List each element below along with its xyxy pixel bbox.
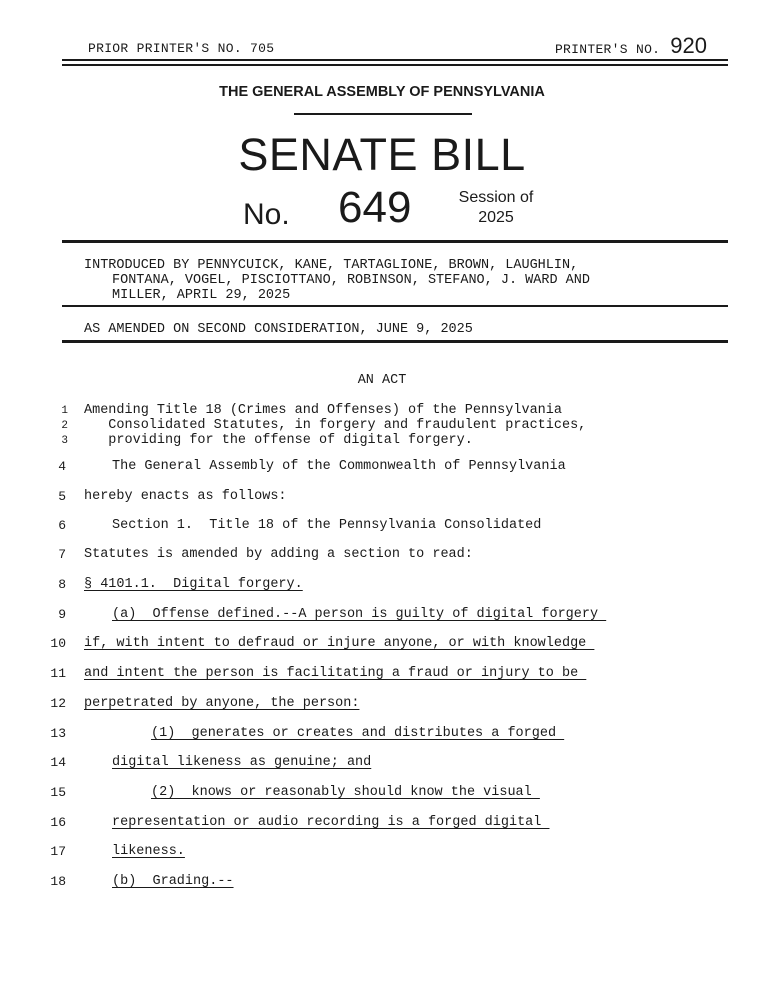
line-number: 10 bbox=[50, 636, 66, 651]
line-number: 7 bbox=[58, 547, 66, 562]
line-text: and intent the person is facilitating a fraud or injury to be bbox=[84, 666, 587, 681]
bill-line-17 bbox=[0, 844, 764, 862]
line-numbers-preamble bbox=[48, 404, 68, 449]
bill-line-11 bbox=[0, 666, 764, 684]
line-text: (a) Offense defined.--A person is guilty of digital forgery bbox=[112, 607, 607, 622]
line-number: 9 bbox=[58, 607, 66, 622]
bill-number: 649 bbox=[338, 183, 412, 232]
line-number: 16 bbox=[50, 815, 66, 830]
introduced-line: FONTANA, VOGEL, PISCIOTTANO, ROBINSON, STEFANO, J. WARD AND bbox=[112, 273, 590, 288]
line-text: digital likeness as genuine; and bbox=[112, 755, 372, 770]
line-number: 11 bbox=[50, 666, 66, 681]
printer-number-label: PRINTER'S NO. bbox=[554, 42, 661, 57]
preamble-line: Amending Title 18 (Crimes and Offenses) of the Pennsylvania bbox=[84, 403, 562, 418]
line-number: 8 bbox=[58, 577, 66, 592]
line-text: (b) Grading.-- bbox=[112, 874, 234, 889]
line-number: 3 bbox=[61, 435, 68, 447]
introduced-by bbox=[84, 258, 724, 303]
assembly-title: THE GENERAL ASSEMBLY OF PENNSYLVANIA bbox=[219, 84, 545, 100]
bill-line-12 bbox=[0, 696, 764, 714]
act-preamble bbox=[84, 403, 586, 448]
assembly-underline bbox=[294, 113, 472, 115]
bill-line-7 bbox=[0, 547, 764, 565]
preamble-line: Consolidated Statutes, in forgery and fraudulent practices, bbox=[84, 418, 587, 433]
bill-number-label: No. bbox=[243, 198, 290, 231]
bill-line-4 bbox=[0, 459, 764, 477]
sponsor-rule bbox=[62, 305, 728, 307]
line-number: 17 bbox=[50, 844, 66, 859]
bill-type: SENATE BILL bbox=[238, 129, 526, 180]
printer-number-value: 920 bbox=[670, 33, 707, 58]
line-text: hereby enacts as follows: bbox=[84, 489, 287, 504]
bill-line-10 bbox=[0, 636, 764, 654]
bill-line-13 bbox=[0, 726, 764, 744]
line-text: (1) generates or creates and distributes a forged bbox=[151, 726, 565, 741]
printer-number bbox=[555, 33, 707, 59]
line-text: perpetrated by anyone, the person: bbox=[84, 696, 360, 711]
line-text: (2) knows or reasonably should know the visual bbox=[151, 785, 540, 800]
session-label: Session of bbox=[458, 189, 534, 206]
introduced-line: MILLER, APRIL 29, 2025 bbox=[112, 288, 291, 303]
bill-line-9 bbox=[0, 607, 764, 625]
line-number: 15 bbox=[50, 785, 66, 800]
line-number: 4 bbox=[58, 459, 66, 474]
line-number: 12 bbox=[50, 696, 66, 711]
introduced-line: INTRODUCED BY PENNYCUICK, KANE, TARTAGLIONE, BROWN, LAUGHLIN, bbox=[84, 258, 579, 273]
line-number: 14 bbox=[50, 755, 66, 770]
bill-line-5 bbox=[0, 489, 764, 507]
title-rule bbox=[62, 240, 728, 243]
section-heading: § 4101.1. Digital forgery. bbox=[84, 577, 303, 592]
line-text: Section 1. Title 18 of the Pennsylvania Consolidated bbox=[112, 518, 542, 533]
amended-rule bbox=[62, 340, 728, 343]
line-number: 5 bbox=[58, 489, 66, 504]
header-rule-bottom bbox=[62, 64, 728, 66]
session-year: 2025 bbox=[478, 209, 514, 226]
line-text: The General Assembly of the Commonwealth of Pennsylvania bbox=[112, 459, 566, 474]
bill-line-16 bbox=[0, 815, 764, 833]
bill-line-8 bbox=[0, 577, 764, 595]
bill-line-14 bbox=[0, 755, 764, 773]
line-text: representation or audio recording is a forged digital bbox=[112, 815, 550, 830]
header-rule-top bbox=[62, 59, 728, 61]
prior-printer-number: PRIOR PRINTER'S NO. 705 bbox=[88, 41, 275, 56]
line-text: likeness. bbox=[112, 844, 185, 859]
act-title: AN ACT bbox=[357, 373, 407, 388]
line-number: 18 bbox=[50, 874, 66, 889]
line-number: 1 bbox=[61, 405, 68, 417]
bill-line-15 bbox=[0, 785, 764, 803]
line-number: 13 bbox=[50, 726, 66, 741]
bill-line-6 bbox=[0, 518, 764, 536]
line-number: 2 bbox=[61, 420, 68, 432]
session bbox=[452, 188, 540, 228]
bill-line-18 bbox=[0, 874, 764, 892]
line-text: if, with intent to defraud or injure anyone, or with knowledge bbox=[84, 636, 595, 651]
amended-note: AS AMENDED ON SECOND CONSIDERATION, JUNE 9, 2025 bbox=[84, 322, 473, 337]
preamble-line: providing for the offense of digital forgery. bbox=[84, 433, 473, 448]
line-number: 6 bbox=[58, 518, 66, 533]
line-text: Statutes is amended by adding a section to read: bbox=[84, 547, 473, 562]
